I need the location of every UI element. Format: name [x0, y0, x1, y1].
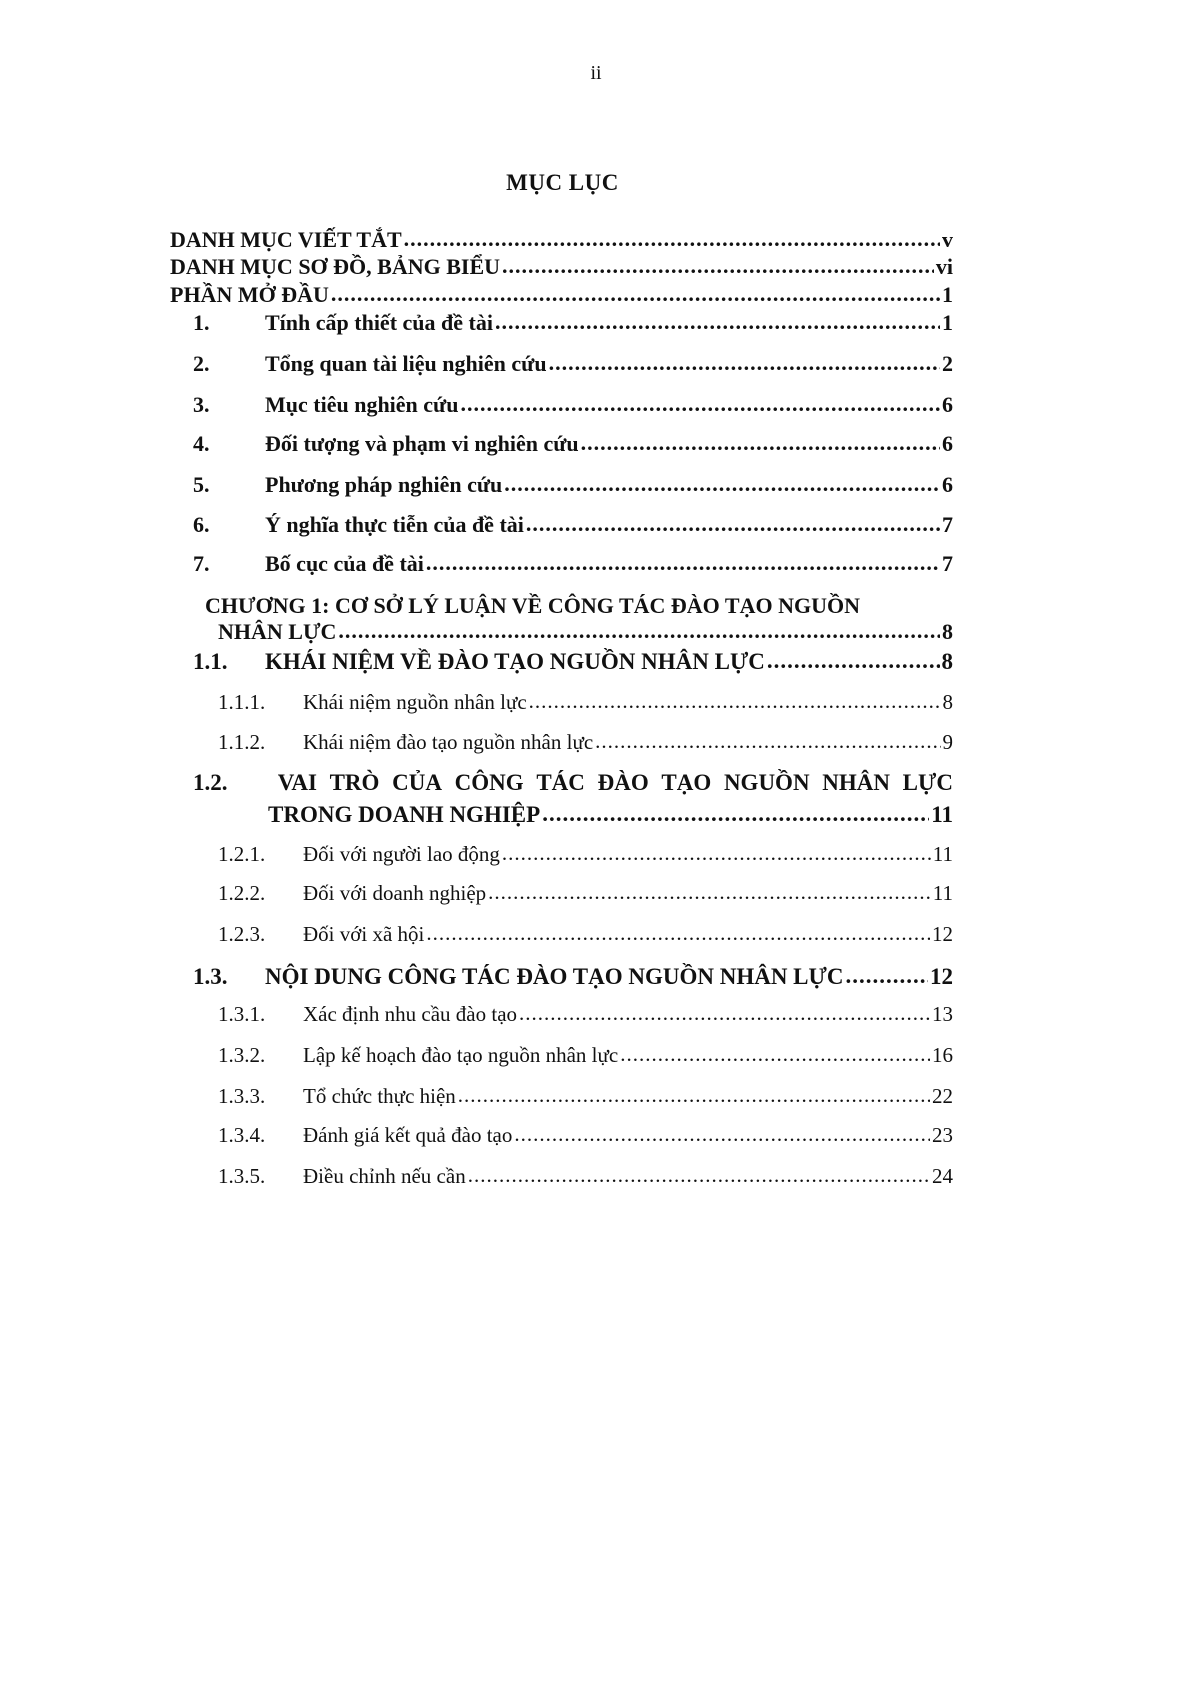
toc-entry-introduction[interactable]: [170, 284, 953, 306]
toc-entry-page: 11: [932, 881, 953, 905]
dot-leader: [514, 1124, 930, 1145]
dot-leader: [519, 1003, 930, 1024]
dot-leader: [488, 882, 931, 903]
toc-entry-1-1-1[interactable]: [218, 692, 953, 713]
toc-entry-figures-tables[interactable]: [170, 256, 953, 278]
toc-entry-number: 1.2.1.: [218, 842, 266, 866]
toc-entry-number: 1.2.3.: [218, 922, 266, 946]
toc-entry-title: Mục tiêu nghiên cứu: [265, 392, 459, 417]
dot-leader: [426, 923, 930, 944]
dot-leader: [502, 255, 934, 277]
toc-entry-number: 6.: [193, 512, 210, 537]
toc-entry-number: 1.: [193, 310, 210, 335]
dot-leader: [461, 393, 941, 415]
toc-entry-number: 3.: [193, 392, 210, 417]
toc-entry-1-2-2[interactable]: [218, 883, 953, 904]
toc-entry-number: 1.3.2.: [218, 1043, 266, 1067]
dot-leader: [504, 473, 940, 495]
toc-entry-number: 5.: [193, 472, 210, 497]
dot-leader: [845, 964, 928, 987]
dot-leader: [502, 843, 931, 864]
dot-leader: [526, 513, 940, 535]
toc-entry-number: 1.3.: [193, 964, 228, 989]
heading-word: TRÒ: [329, 770, 380, 795]
toc-entry-1-1-2[interactable]: [218, 732, 953, 753]
toc-entry-number: 1.2.2.: [218, 881, 266, 905]
toc-entry-page: 12: [930, 964, 953, 989]
dot-leader: [338, 620, 940, 642]
dot-leader: [458, 1085, 930, 1106]
heading-word: LỰC: [902, 770, 953, 795]
toc-entry-page: 8: [942, 619, 953, 644]
toc-entry-title: Đối với người lao động: [303, 842, 500, 866]
toc-entry-page: 1: [942, 282, 953, 307]
toc-entry-title: Đối tượng và phạm vi nghiên cứu: [265, 431, 579, 456]
toc-entry-page: 9: [942, 730, 953, 754]
heading-word: NHÂN: [822, 770, 890, 795]
toc-entry-page: 24: [932, 1164, 953, 1188]
dot-leader: [767, 649, 940, 672]
toc-entry-page: 12: [932, 922, 953, 946]
dot-leader: [529, 691, 941, 712]
toc-entry-title: Bố cục của đề tài: [265, 551, 424, 576]
toc-entry-number: 4.: [193, 431, 210, 456]
heading-word: VAI: [277, 770, 317, 795]
toc-entry-intro-4[interactable]: [193, 433, 953, 455]
toc-entry-title: Xác định nhu cầu đào tạo: [303, 1002, 518, 1026]
chapter-1-heading[interactable]: CHƯƠNG 1: CƠ SỞ LÝ LUẬN VỀ CÔNG TÁC ĐÀO TẠO NGUỒN: [205, 593, 860, 618]
dot-leader: [581, 432, 940, 454]
toc-entry-page: 13: [932, 1002, 953, 1026]
toc-entry-1-3-1[interactable]: [218, 1004, 953, 1025]
toc-entry-page: 23: [932, 1123, 953, 1147]
page-number: ii: [590, 62, 602, 84]
toc-entry-section-1-2[interactable]: [268, 803, 953, 826]
toc-entry-title: Đối với xã hội: [303, 922, 425, 946]
toc-entry-1-3-5[interactable]: [218, 1166, 953, 1187]
toc-entry-title: DANH MỤC VIẾT TẮT: [170, 227, 402, 252]
toc-entry-number: 2.: [193, 351, 210, 376]
toc-entry-page: 6: [942, 472, 953, 497]
toc-entry-page: 11: [931, 802, 953, 827]
toc-entry-intro-2[interactable]: [193, 353, 953, 375]
toc-entry-chapter-1[interactable]: [218, 621, 953, 643]
toc-entry-title: KHÁI NIỆM VỀ ĐÀO TẠO NGUỒN NHÂN LỰC: [265, 649, 765, 674]
toc-entry-number: 1.3.5.: [218, 1164, 266, 1188]
toc-entry-page: 16: [932, 1043, 953, 1067]
toc-entry-title: Khái niệm đào tạo nguồn nhân lực: [303, 730, 594, 754]
toc-entry-intro-1[interactable]: [193, 312, 953, 334]
toc-entry-number: 1.1.: [193, 649, 228, 674]
toc-entry-intro-7[interactable]: [193, 553, 953, 575]
toc-entry-intro-6[interactable]: [193, 514, 953, 536]
toc-entry-intro-5[interactable]: [193, 474, 953, 496]
toc-entry-number: 1.2.: [193, 770, 228, 795]
toc-entry-number: 1.1.2.: [218, 730, 266, 754]
dot-leader: [549, 352, 940, 374]
toc-entry-title: Điều chỉnh nếu cần: [303, 1164, 466, 1188]
toc-entry-page: 7: [942, 551, 953, 576]
toc-entry-page: 11: [932, 842, 953, 866]
toc-entry-1-2-3[interactable]: [218, 924, 953, 945]
toc-entry-title: Lập kế hoạch đào tạo nguồn nhân lực: [303, 1043, 619, 1067]
toc-entry-title: Ý nghĩa thực tiễn của đề tài: [265, 512, 524, 537]
toc-entry-section-1-1[interactable]: [193, 650, 953, 673]
toc-entry-title: TRONG DOANH NGHIỆP: [268, 802, 541, 827]
toc-entry-page: 2: [942, 351, 953, 376]
toc-entry-page: 6: [942, 392, 953, 417]
toc-entry-title: DANH MỤC SƠ ĐỒ, BẢNG BIỂU: [170, 254, 501, 279]
toc-entry-title: Đánh giá kết quả đào tạo: [303, 1123, 513, 1147]
toc-entry-1-3-3[interactable]: [218, 1086, 953, 1107]
toc-entry-page: 22: [932, 1084, 953, 1108]
toc-entry-page: 1: [942, 310, 953, 335]
dot-leader: [468, 1165, 930, 1186]
toc-entry-section-1-3[interactable]: [193, 965, 953, 988]
heading-word: TÁC: [536, 770, 585, 795]
toc-entry-title: PHẦN MỞ ĐẦU: [170, 282, 329, 307]
dot-leader: [495, 311, 940, 333]
toc-entry-title: Tổng quan tài liệu nghiên cứu: [265, 351, 547, 376]
dot-leader: [595, 731, 940, 752]
toc-entry-1-3-2[interactable]: [218, 1045, 953, 1066]
toc-entry-title: Tổ chức thực hiện: [303, 1084, 456, 1108]
toc-entry-page: 8: [941, 649, 953, 674]
toc-entry-number: 1.3.1.: [218, 1002, 266, 1026]
heading-word: TẠO: [661, 770, 712, 795]
toc-entry-abbreviations[interactable]: [170, 229, 953, 251]
toc-entry-number: 1.1.1.: [218, 690, 266, 714]
dot-leader: [542, 802, 929, 825]
dot-leader: [620, 1044, 930, 1065]
toc-entry-page: 6: [942, 431, 953, 456]
toc-entry-intro-3[interactable]: [193, 394, 953, 416]
toc-entry-number: 1.3.4.: [218, 1123, 266, 1147]
heading-word: NGUỒN: [723, 770, 810, 795]
dot-leader: [331, 283, 940, 305]
toc-entry-1-3-4[interactable]: [218, 1125, 953, 1146]
toc-entry-title: Khái niệm nguồn nhân lực: [303, 690, 527, 714]
toc-entry-page: vi: [935, 254, 953, 279]
toc-entry-page: 7: [942, 512, 953, 537]
toc-title: MỤC LỤC: [506, 170, 619, 195]
toc-entry-number: 7.: [193, 551, 210, 576]
section-1-2-heading[interactable]: [193, 770, 953, 796]
heading-word: CÔNG: [454, 770, 524, 795]
heading-word: CỦA: [392, 770, 442, 795]
dot-leader: [426, 552, 940, 574]
toc-entry-title: Đối với doanh nghiệp: [303, 881, 487, 905]
toc-entry-title: Phương pháp nghiên cứu: [265, 472, 503, 497]
toc-entry-page: v: [942, 227, 953, 252]
toc-entry-number: 1.3.3.: [218, 1084, 266, 1108]
dot-leader: [404, 228, 940, 250]
toc-entry-title: NỘI DUNG CÔNG TÁC ĐÀO TẠO NGUỒN NHÂN LỰC: [265, 964, 844, 989]
toc-entry-title: NHÂN LỰC: [218, 619, 337, 644]
toc-entry-page: 8: [942, 690, 953, 714]
toc-entry-title: Tính cấp thiết của đề tài: [265, 310, 493, 335]
heading-word: ĐÀO: [597, 770, 649, 795]
toc-entry-1-2-1[interactable]: [218, 844, 953, 865]
